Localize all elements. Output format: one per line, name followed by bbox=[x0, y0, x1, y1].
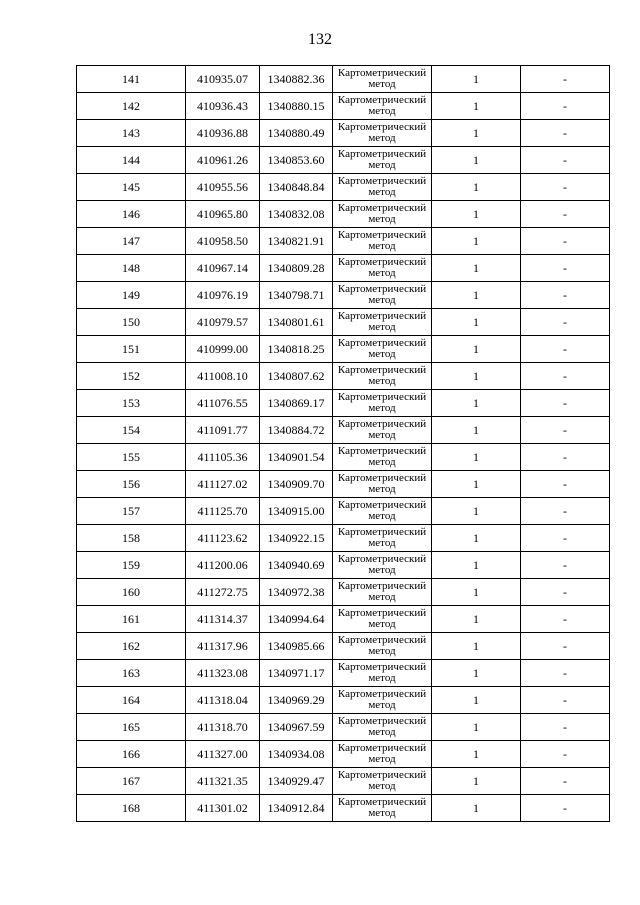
y-coordinate-cell: 1340853.60 bbox=[260, 147, 333, 174]
y-coordinate-cell: 1340884.72 bbox=[260, 417, 333, 444]
x-coordinate-cell: 411008.10 bbox=[186, 363, 260, 390]
point-number-cell: 163 bbox=[77, 660, 186, 687]
accuracy-cell: 1 bbox=[432, 336, 521, 363]
x-coordinate-cell: 411127.02 bbox=[186, 471, 260, 498]
method-line-1: Картометрический bbox=[337, 148, 427, 160]
table-row bbox=[77, 687, 610, 714]
method-line-2: метод bbox=[368, 429, 396, 441]
point-number-cell: 165 bbox=[77, 714, 186, 741]
point-number-cell: 159 bbox=[77, 552, 186, 579]
x-coordinate-cell: 411314.37 bbox=[186, 606, 260, 633]
y-coordinate-cell: 1340922.15 bbox=[260, 525, 333, 552]
accuracy-cell: 1 bbox=[432, 552, 521, 579]
note-cell: - bbox=[521, 93, 610, 120]
x-coordinate-cell: 411272.75 bbox=[186, 579, 260, 606]
method-line-2: метод bbox=[368, 726, 396, 738]
method-cell bbox=[333, 444, 432, 471]
method-line-1: Картометрический bbox=[337, 418, 427, 430]
coordinates-table bbox=[76, 65, 610, 822]
x-coordinate-cell: 410936.43 bbox=[186, 93, 260, 120]
table-row bbox=[77, 768, 610, 795]
method-line-2: метод bbox=[368, 618, 396, 630]
table-row bbox=[77, 444, 610, 471]
note-cell: - bbox=[521, 363, 610, 390]
point-number-cell: 168 bbox=[77, 795, 186, 822]
method-line-1: Картометрический bbox=[337, 337, 427, 349]
method-line-1: Картометрический bbox=[337, 391, 427, 403]
table-row bbox=[77, 363, 610, 390]
method-line-2: метод bbox=[368, 267, 396, 279]
method-line-1: Картометрический bbox=[337, 715, 427, 727]
point-number-cell: 141 bbox=[77, 66, 186, 93]
method-line-2: метод bbox=[368, 240, 396, 252]
note-cell: - bbox=[521, 714, 610, 741]
y-coordinate-cell: 1340969.29 bbox=[260, 687, 333, 714]
accuracy-cell: 1 bbox=[432, 606, 521, 633]
accuracy-cell: 1 bbox=[432, 795, 521, 822]
table-row bbox=[77, 795, 610, 822]
method-line-2: метод bbox=[368, 537, 396, 549]
method-line-2: метод bbox=[368, 564, 396, 576]
method-line-1: Картометрический bbox=[337, 499, 427, 511]
method-cell bbox=[333, 336, 432, 363]
x-coordinate-cell: 411327.00 bbox=[186, 741, 260, 768]
method-line-2: метод bbox=[368, 132, 396, 144]
method-cell bbox=[333, 741, 432, 768]
point-number-cell: 155 bbox=[77, 444, 186, 471]
accuracy-cell: 1 bbox=[432, 768, 521, 795]
accuracy-cell: 1 bbox=[432, 498, 521, 525]
point-number-cell: 145 bbox=[77, 174, 186, 201]
method-cell bbox=[333, 768, 432, 795]
table-row bbox=[77, 201, 610, 228]
method-cell bbox=[333, 228, 432, 255]
x-coordinate-cell: 411301.02 bbox=[186, 795, 260, 822]
table-row bbox=[77, 606, 610, 633]
x-coordinate-cell: 411125.70 bbox=[186, 498, 260, 525]
page-number: 132 bbox=[308, 31, 332, 48]
y-coordinate-cell: 1340801.61 bbox=[260, 309, 333, 336]
note-cell: - bbox=[521, 444, 610, 471]
accuracy-cell: 1 bbox=[432, 282, 521, 309]
note-cell: - bbox=[521, 552, 610, 579]
y-coordinate-cell: 1340901.54 bbox=[260, 444, 333, 471]
y-coordinate-cell: 1340929.47 bbox=[260, 768, 333, 795]
point-number-cell: 150 bbox=[77, 309, 186, 336]
note-cell: - bbox=[521, 255, 610, 282]
y-coordinate-cell: 1340915.00 bbox=[260, 498, 333, 525]
note-cell: - bbox=[521, 66, 610, 93]
note-cell: - bbox=[521, 174, 610, 201]
note-cell: - bbox=[521, 471, 610, 498]
method-line-2: метод bbox=[368, 483, 396, 495]
x-coordinate-cell: 411200.06 bbox=[186, 552, 260, 579]
accuracy-cell: 1 bbox=[432, 66, 521, 93]
method-line-2: метод bbox=[368, 807, 396, 819]
method-cell bbox=[333, 417, 432, 444]
method-cell bbox=[333, 552, 432, 579]
method-line-1: Картометрический bbox=[337, 202, 427, 214]
point-number-cell: 142 bbox=[77, 93, 186, 120]
method-line-1: Картометрический bbox=[337, 796, 427, 808]
y-coordinate-cell: 1340821.91 bbox=[260, 228, 333, 255]
method-line-1: Картометрический bbox=[337, 67, 427, 79]
accuracy-cell: 1 bbox=[432, 201, 521, 228]
y-coordinate-cell: 1340994.64 bbox=[260, 606, 333, 633]
table-row bbox=[77, 552, 610, 579]
point-number-cell: 152 bbox=[77, 363, 186, 390]
method-cell bbox=[333, 201, 432, 228]
accuracy-cell: 1 bbox=[432, 120, 521, 147]
point-number-cell: 153 bbox=[77, 390, 186, 417]
accuracy-cell: 1 bbox=[432, 579, 521, 606]
table-row bbox=[77, 471, 610, 498]
point-number-cell: 143 bbox=[77, 120, 186, 147]
table-row bbox=[77, 255, 610, 282]
table-row bbox=[77, 309, 610, 336]
method-cell bbox=[333, 660, 432, 687]
point-number-cell: 166 bbox=[77, 741, 186, 768]
accuracy-cell: 1 bbox=[432, 228, 521, 255]
method-line-1: Картометрический bbox=[337, 526, 427, 538]
table-row bbox=[77, 93, 610, 120]
method-line-2: метод bbox=[368, 186, 396, 198]
y-coordinate-cell: 1340869.17 bbox=[260, 390, 333, 417]
method-line-1: Картометрический bbox=[337, 688, 427, 700]
method-line-1: Картометрический bbox=[337, 175, 427, 187]
method-line-1: Картометрический bbox=[337, 256, 427, 268]
note-cell: - bbox=[521, 498, 610, 525]
table-row bbox=[77, 579, 610, 606]
accuracy-cell: 1 bbox=[432, 471, 521, 498]
note-cell: - bbox=[521, 795, 610, 822]
method-cell bbox=[333, 687, 432, 714]
accuracy-cell: 1 bbox=[432, 390, 521, 417]
point-number-cell: 156 bbox=[77, 471, 186, 498]
method-line-2: метод bbox=[368, 159, 396, 171]
method-line-2: метод bbox=[368, 78, 396, 90]
note-cell: - bbox=[521, 228, 610, 255]
method-cell bbox=[333, 282, 432, 309]
point-number-cell: 144 bbox=[77, 147, 186, 174]
method-line-1: Картометрический bbox=[337, 769, 427, 781]
method-line-1: Картометрический bbox=[337, 94, 427, 106]
x-coordinate-cell: 410936.88 bbox=[186, 120, 260, 147]
table-row bbox=[77, 660, 610, 687]
note-cell: - bbox=[521, 687, 610, 714]
point-number-cell: 157 bbox=[77, 498, 186, 525]
point-number-cell: 158 bbox=[77, 525, 186, 552]
note-cell: - bbox=[521, 282, 610, 309]
note-cell: - bbox=[521, 309, 610, 336]
method-line-2: метод bbox=[368, 321, 396, 333]
x-coordinate-cell: 411105.36 bbox=[186, 444, 260, 471]
table-row bbox=[77, 174, 610, 201]
x-coordinate-cell: 410965.80 bbox=[186, 201, 260, 228]
method-cell bbox=[333, 93, 432, 120]
point-number-cell: 151 bbox=[77, 336, 186, 363]
point-number-cell: 148 bbox=[77, 255, 186, 282]
table-row bbox=[77, 714, 610, 741]
coordinates-table-body bbox=[77, 66, 610, 822]
method-line-2: метод bbox=[368, 105, 396, 117]
method-cell bbox=[333, 606, 432, 633]
accuracy-cell: 1 bbox=[432, 363, 521, 390]
y-coordinate-cell: 1340848.84 bbox=[260, 174, 333, 201]
x-coordinate-cell: 410967.14 bbox=[186, 255, 260, 282]
x-coordinate-cell: 410955.56 bbox=[186, 174, 260, 201]
note-cell: - bbox=[521, 120, 610, 147]
method-cell bbox=[333, 147, 432, 174]
table-row bbox=[77, 390, 610, 417]
table-row bbox=[77, 120, 610, 147]
table-row bbox=[77, 498, 610, 525]
x-coordinate-cell: 411317.96 bbox=[186, 633, 260, 660]
point-number-cell: 162 bbox=[77, 633, 186, 660]
point-number-cell: 167 bbox=[77, 768, 186, 795]
note-cell: - bbox=[521, 147, 610, 174]
method-cell bbox=[333, 120, 432, 147]
method-line-2: метод bbox=[368, 213, 396, 225]
accuracy-cell: 1 bbox=[432, 525, 521, 552]
x-coordinate-cell: 411318.70 bbox=[186, 714, 260, 741]
accuracy-cell: 1 bbox=[432, 255, 521, 282]
method-cell bbox=[333, 525, 432, 552]
note-cell: - bbox=[521, 660, 610, 687]
method-cell bbox=[333, 255, 432, 282]
x-coordinate-cell: 410961.26 bbox=[186, 147, 260, 174]
method-line-2: метод bbox=[368, 456, 396, 468]
method-line-1: Картометрический bbox=[337, 607, 427, 619]
method-line-2: метод bbox=[368, 672, 396, 684]
y-coordinate-cell: 1340807.62 bbox=[260, 363, 333, 390]
method-line-2: метод bbox=[368, 348, 396, 360]
method-line-1: Картометрический bbox=[337, 121, 427, 133]
y-coordinate-cell: 1340832.08 bbox=[260, 201, 333, 228]
y-coordinate-cell: 1340985.66 bbox=[260, 633, 333, 660]
accuracy-cell: 1 bbox=[432, 174, 521, 201]
point-number-cell: 147 bbox=[77, 228, 186, 255]
note-cell: - bbox=[521, 579, 610, 606]
method-line-1: Картометрический bbox=[337, 661, 427, 673]
method-line-1: Картометрический bbox=[337, 310, 427, 322]
table-row bbox=[77, 228, 610, 255]
accuracy-cell: 1 bbox=[432, 714, 521, 741]
x-coordinate-cell: 410979.57 bbox=[186, 309, 260, 336]
method-cell bbox=[333, 309, 432, 336]
table-row bbox=[77, 336, 610, 363]
method-line-2: метод bbox=[368, 402, 396, 414]
y-coordinate-cell: 1340818.25 bbox=[260, 336, 333, 363]
point-number-cell: 146 bbox=[77, 201, 186, 228]
y-coordinate-cell: 1340880.49 bbox=[260, 120, 333, 147]
note-cell: - bbox=[521, 201, 610, 228]
note-cell: - bbox=[521, 417, 610, 444]
point-number-cell: 154 bbox=[77, 417, 186, 444]
y-coordinate-cell: 1340967.59 bbox=[260, 714, 333, 741]
x-coordinate-cell: 411321.35 bbox=[186, 768, 260, 795]
method-line-2: метод bbox=[368, 510, 396, 522]
method-cell bbox=[333, 633, 432, 660]
method-line-2: метод bbox=[368, 645, 396, 657]
table-row bbox=[77, 633, 610, 660]
point-number-cell: 149 bbox=[77, 282, 186, 309]
method-line-1: Картометрический bbox=[337, 472, 427, 484]
y-coordinate-cell: 1340798.71 bbox=[260, 282, 333, 309]
method-line-2: метод bbox=[368, 375, 396, 387]
y-coordinate-cell: 1340909.70 bbox=[260, 471, 333, 498]
table-row bbox=[77, 147, 610, 174]
method-cell bbox=[333, 66, 432, 93]
table-row bbox=[77, 525, 610, 552]
accuracy-cell: 1 bbox=[432, 741, 521, 768]
table-row bbox=[77, 282, 610, 309]
y-coordinate-cell: 1340972.38 bbox=[260, 579, 333, 606]
note-cell: - bbox=[521, 606, 610, 633]
y-coordinate-cell: 1340971.17 bbox=[260, 660, 333, 687]
point-number-cell: 160 bbox=[77, 579, 186, 606]
method-cell bbox=[333, 498, 432, 525]
method-line-1: Картометрический bbox=[337, 445, 427, 457]
method-cell bbox=[333, 714, 432, 741]
x-coordinate-cell: 410935.07 bbox=[186, 66, 260, 93]
accuracy-cell: 1 bbox=[432, 444, 521, 471]
accuracy-cell: 1 bbox=[432, 660, 521, 687]
method-line-2: метод bbox=[368, 753, 396, 765]
method-line-1: Картометрический bbox=[337, 283, 427, 295]
method-line-1: Картометрический bbox=[337, 553, 427, 565]
method-line-2: метод bbox=[368, 699, 396, 711]
point-number-cell: 164 bbox=[77, 687, 186, 714]
method-cell bbox=[333, 471, 432, 498]
method-line-1: Картометрический bbox=[337, 580, 427, 592]
x-coordinate-cell: 411323.08 bbox=[186, 660, 260, 687]
accuracy-cell: 1 bbox=[432, 93, 521, 120]
method-line-1: Картометрический bbox=[337, 634, 427, 646]
x-coordinate-cell: 410958.50 bbox=[186, 228, 260, 255]
method-line-1: Картометрический bbox=[337, 742, 427, 754]
table-row bbox=[77, 741, 610, 768]
table-row bbox=[77, 417, 610, 444]
method-cell bbox=[333, 174, 432, 201]
method-cell bbox=[333, 795, 432, 822]
y-coordinate-cell: 1340934.08 bbox=[260, 741, 333, 768]
note-cell: - bbox=[521, 741, 610, 768]
method-line-1: Картометрический bbox=[337, 229, 427, 241]
note-cell: - bbox=[521, 768, 610, 795]
x-coordinate-cell: 411091.77 bbox=[186, 417, 260, 444]
accuracy-cell: 1 bbox=[432, 147, 521, 174]
method-line-2: метод bbox=[368, 780, 396, 792]
x-coordinate-cell: 411123.62 bbox=[186, 525, 260, 552]
method-line-2: метод bbox=[368, 591, 396, 603]
y-coordinate-cell: 1340882.36 bbox=[260, 66, 333, 93]
y-coordinate-cell: 1340912.84 bbox=[260, 795, 333, 822]
note-cell: - bbox=[521, 633, 610, 660]
method-line-2: метод bbox=[368, 294, 396, 306]
method-cell bbox=[333, 390, 432, 417]
y-coordinate-cell: 1340940.69 bbox=[260, 552, 333, 579]
accuracy-cell: 1 bbox=[432, 633, 521, 660]
note-cell: - bbox=[521, 525, 610, 552]
point-number-cell: 161 bbox=[77, 606, 186, 633]
y-coordinate-cell: 1340809.28 bbox=[260, 255, 333, 282]
x-coordinate-cell: 411076.55 bbox=[186, 390, 260, 417]
accuracy-cell: 1 bbox=[432, 687, 521, 714]
method-cell bbox=[333, 363, 432, 390]
note-cell: - bbox=[521, 390, 610, 417]
x-coordinate-cell: 410976.19 bbox=[186, 282, 260, 309]
x-coordinate-cell: 410999.00 bbox=[186, 336, 260, 363]
y-coordinate-cell: 1340880.15 bbox=[260, 93, 333, 120]
method-cell bbox=[333, 579, 432, 606]
method-line-1: Картометрический bbox=[337, 364, 427, 376]
accuracy-cell: 1 bbox=[432, 309, 521, 336]
note-cell: - bbox=[521, 336, 610, 363]
table-row bbox=[77, 66, 610, 93]
x-coordinate-cell: 411318.04 bbox=[186, 687, 260, 714]
accuracy-cell: 1 bbox=[432, 417, 521, 444]
